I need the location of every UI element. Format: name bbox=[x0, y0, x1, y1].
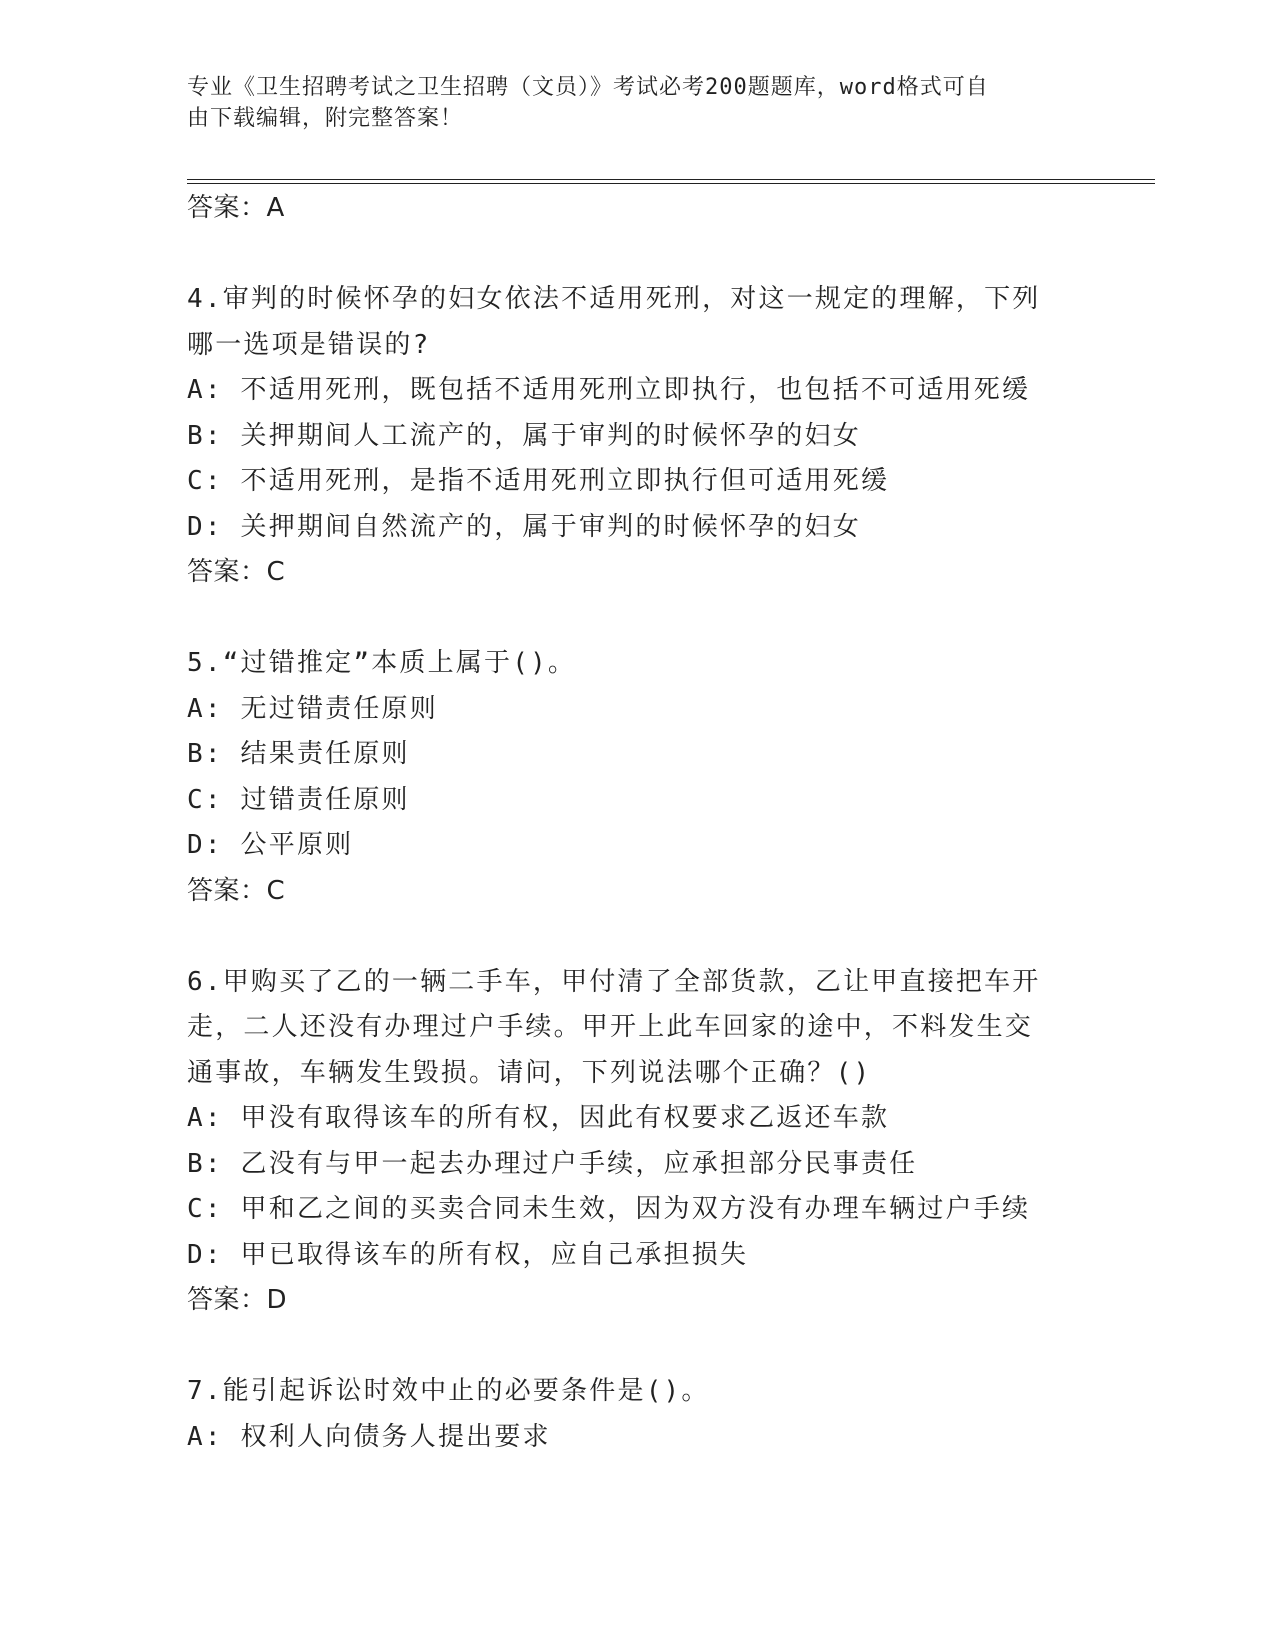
question-list bbox=[187, 186, 1087, 1460]
option-d: D: 关押期间自然流产的，属于审判的时候怀孕的妇女 bbox=[187, 511, 861, 542]
header-divider-bottom bbox=[187, 183, 1155, 184]
spacer bbox=[187, 914, 1087, 960]
question-4 bbox=[187, 277, 1087, 596]
question-5 bbox=[187, 641, 1087, 914]
question-stem-line: 5.“过错推定”本质上属于()。 bbox=[187, 648, 577, 678]
option-d: D: 甲已取得该车的所有权，应自己承担损失 bbox=[187, 1239, 749, 1270]
previous-answer: 答案：A bbox=[187, 193, 285, 223]
header-line-1: 专业《卫生招聘考试之卫生招聘（文员）》考试必考200题题库，word格式可自 bbox=[187, 75, 989, 100]
header-divider-top bbox=[187, 179, 1155, 180]
question-stem-line: 走，二人还没有办理过户手续。甲开上此车回家的途中，不料发生交 bbox=[187, 1012, 1034, 1042]
option-a: A: 甲没有取得该车的所有权，因此有权要求乙返还车款 bbox=[187, 1103, 890, 1133]
option-a: A: 不适用死刑，既包括不适用死刑立即执行，也包括不可适用死缓 bbox=[187, 375, 1031, 405]
question-stem-line: 6.甲购买了乙的一辆二手车，甲付清了全部货款，乙让甲直接把车开 bbox=[187, 966, 1041, 997]
option-d: D: 公平原则 bbox=[187, 830, 354, 860]
option-c: C: 过错责任原则 bbox=[187, 784, 410, 815]
option-b: B: 关押期间人工流产的，属于审判的时候怀孕的妇女 bbox=[187, 420, 861, 451]
document-header bbox=[187, 72, 1067, 134]
question-stem-line: 4.审判的时候怀孕的妇女依法不适用死刑，对这一规定的理解，下列 bbox=[187, 284, 1041, 314]
spacer bbox=[187, 1324, 1087, 1370]
answer-label: 答案：C bbox=[187, 557, 286, 587]
question-stem-line: 通事故，车辆发生毁损。请问，下列说法哪个正确？() bbox=[187, 1057, 872, 1088]
question-6 bbox=[187, 960, 1087, 1324]
spacer bbox=[187, 596, 1087, 642]
answer-label: 答案：C bbox=[187, 875, 286, 906]
question-stem-line: 7.能引起诉讼时效中止的必要条件是()。 bbox=[187, 1376, 710, 1406]
spacer bbox=[187, 232, 1087, 278]
answer-label: 答案：D bbox=[187, 1285, 288, 1315]
option-b: B: 结果责任原则 bbox=[187, 739, 410, 769]
option-c: C: 不适用死刑，是指不适用死刑立即执行但可适用死缓 bbox=[187, 466, 890, 496]
option-a: A: 权利人向债务人提出要求 bbox=[187, 1421, 551, 1452]
question-7 bbox=[187, 1369, 1087, 1460]
option-b: B: 乙没有与甲一起去办理过户手续，应承担部分民事责任 bbox=[187, 1148, 918, 1179]
header-line-2: 由下载编辑，附完整答案！ bbox=[187, 106, 464, 131]
option-a: A: 无过错责任原则 bbox=[187, 693, 438, 724]
option-c: C: 甲和乙之间的买卖合同未生效，因为双方没有办理车辆过户手续 bbox=[187, 1194, 1031, 1224]
question-stem-line: 哪一选项是错误的? bbox=[187, 329, 431, 360]
